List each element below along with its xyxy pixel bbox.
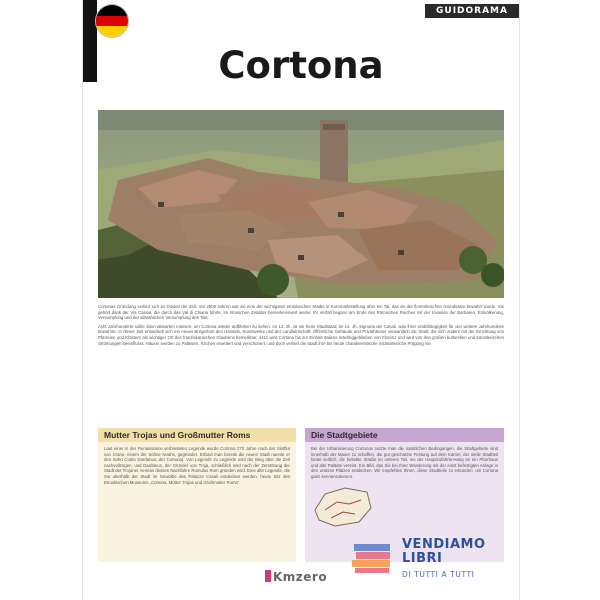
german-flag-icon <box>95 4 129 38</box>
intro-paragraph-1: Cortonas Gründung verliert sich im Dunkel der Zeit. Vor 2500 Jahren war sie eine der wichtigsten etruskischen Städte in Kornmarktstellung über ein Tal, das sie die florentinischen Grundsätze bewahrt wurde. Sie gehört dank der Via Cassia, die durch das Val di Chiana führte, im römischen Zeitalter bemerkenswert weiter. Ihr Verfall begann am Ende des Römischen Reiches mit der Invasion der Barbaren, Entvölkerung, Versumpfung und der allmählichen Versumpfung des Tals. <box>98 304 504 321</box>
legend-box <box>98 428 296 562</box>
cortona-photo <box>98 110 504 298</box>
watermark-line-2: LIBRI <box>402 551 443 566</box>
brochure-page <box>82 0 520 600</box>
legend-box-text: Laut einer in der Renaissance verbreiteten Legende wurde Cortona 270 Jahre nach der Sintflut von Crano, einem der Söhne Noahs, gegründet. Erfand man bereits die neuen Stadt nannte er den Sohn Corito Dardanus, der Cortona). Von Legende zu Legende wird der Weg über die Zeit nachvollzogen, und Dardanus, der Gründer von Troja, schließlich wird nach der Zerstörung der Stadt der Trojaner Aeneas dessen Nachfahre Romulus Rom gründen wird. Eine alte Legende, die Sie oberhalb der Stadt im Gewölbe des Palazzo Casali entdecken werden: heute Sitz des Etruskischen Museums „Cortona, Mutter Trojas und Großmutter Roms“. <box>104 446 290 485</box>
page-title: Cortona <box>218 44 384 87</box>
intro-paragraph-2: Acht Jahrhunderte sollte dann abwarten müssen, um Cortona wieder aufblühen zu sehen. Im 13. Jh. ist sie freier Stadtstaat; im 14. Jh. Signoria der Casali, was ihrer Unabhängigkeit für vier weitere Jahrhunderte bewahrte. In dieser Zeit entwickelt sich ein neues Bürgertum des Handels, Kunstwerke und der Landwirtschaft. Öffentliche Gebäude und Privathäuser verwandeln die Stadt, die sich zudem mit der Errichtung von Pfarreien und Klöstern als wichtiger Ort des franziskanischen Glaubens bemerkbar. 1411 wird Cortona bis zur Einheit Italiens mächtiggeblieben von Florenz und wird von den großen kulturellen und künstlerischen Strömungen beeinflusst. Häuser werden zu Palästen, Kirchen erweitert und verschönert, und doch verliert die Stadt ihre bis heute charakteristische mittelalterliche Prägung nie. <box>98 323 504 346</box>
watermark-line-3: DI TUTTI A TUTTI <box>402 570 475 579</box>
publisher-logo <box>265 570 327 584</box>
publisher-logo-mark <box>265 570 271 582</box>
series-label: GUIDORAMA <box>425 4 519 18</box>
flag-stripe-red <box>96 16 128 27</box>
flag-stripe-black <box>96 5 128 16</box>
watermark-line-1: VENDIAMO <box>402 537 486 552</box>
book-stack-icon <box>352 540 394 574</box>
districts-box-heading: Die Stadtgebiete <box>305 428 504 442</box>
town-landscape-illustration <box>98 110 504 298</box>
watermark <box>352 532 512 592</box>
legend-box-heading: Mutter Trojas und Großmutter Roms <box>98 428 296 442</box>
city-map-icon <box>311 480 375 530</box>
flag-stripe-gold <box>96 26 128 37</box>
publisher-name: Kmzero <box>273 570 328 584</box>
districts-box-text: Bei der Urbanisierung Cortonas nutzte man die natürlichen Bedingungen, die Stadtgebiete sind innerhalb der Mauer zu schaffen, die gut geschützte Festung auf dem Kamm, der steile Stadtteil bietet seitlich, die beliebte Straße im unteren Teil, wo der Hauptzufahrts-Hang an ein Pfarrhaus und alte Paläste vereint. Ein Bild, das Sie bei Ihrer Wanderung mit der einst befestigten Anlage in den unteren Plätzen entdecken. Wir empfehlen Ihnen, diese Stadtteile zu erkunden, um Cortona ganz kennenzulernen. <box>311 446 498 479</box>
intro-text <box>98 304 504 349</box>
